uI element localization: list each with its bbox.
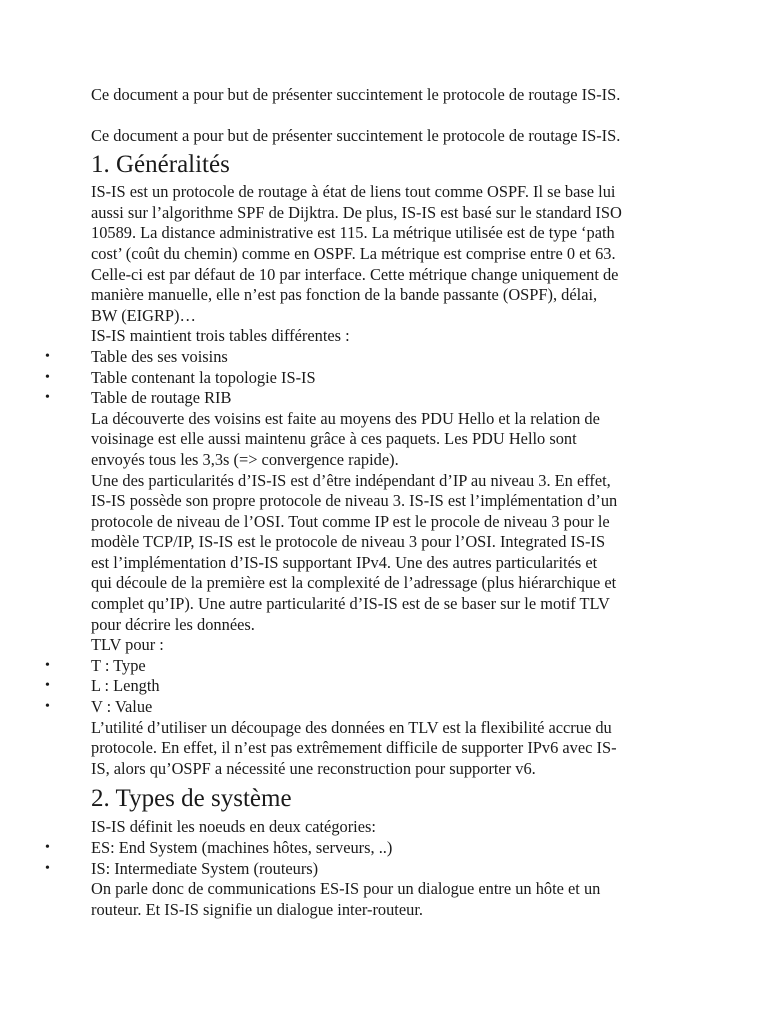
list-item: • L : Length xyxy=(45,676,160,696)
section-1-paragraph-2: La découverte des voisins est faite au moyens des PDU Hello et la relation de voisinage est elle aussi maintenu grâce à ces paquets. Les PDU Hello sont envoyés tous les 3,3s (=> convergence rapide). xyxy=(91,408,600,469)
list-item: • Table contenant la topologie IS-IS xyxy=(45,367,316,387)
tables-list xyxy=(45,346,691,409)
section-2-paragraph-1: On parle donc de communications ES-IS pour un dialogue entre un hôte et un routeur. Et IS-IS signifie un dialogue inter-routeur. xyxy=(91,879,601,919)
node-types-list xyxy=(45,838,691,879)
tables-intro: IS-IS maintient trois tables différentes : xyxy=(91,326,350,346)
bullet-icon: • xyxy=(45,390,50,406)
intro-paragraph-1: Ce document a pour but de présenter succintement le protocole de routage IS-IS. xyxy=(91,85,621,104)
document-body xyxy=(45,85,691,920)
list-item: • Table des ses voisins xyxy=(45,346,228,366)
bullet-icon: • xyxy=(45,348,50,364)
section-1-paragraph-3: Une des particularités d’IS-IS est d’être indépendant d’IP au niveau 3. En effet, IS-IS possède son propre protocole de niveau 3. IS-IS est l’implémentation d’un protocole de niveau de l’OSI. Tout comme IP est le procole de niveau 3 pour le modèle TCP/IP, IS-IS est le protocole de niveau 3 pour l’OSI. Integrated IS-IS est l’implémentation d’IS-IS supportant IPv4. Une des autres particularités et qui découle de la première est la complexité de l’adressage (plus hiérarchique et complet qu’IP). Une autre particularité d’IS-IS est de se baser sur le motif TLV pour décrire les données. xyxy=(91,470,618,634)
list-item: • V : Value xyxy=(45,697,153,717)
section-2-intro: IS-IS définit les noeuds en deux catégories: xyxy=(91,817,376,837)
bullet-icon: • xyxy=(45,369,50,385)
bullet-icon: • xyxy=(45,699,50,715)
intro-paragraph-2: Ce document a pour but de présenter succintement le protocole de routage IS-IS. xyxy=(91,125,621,145)
list-item: • T : Type xyxy=(45,655,146,675)
section-2-heading: 2. Types de système xyxy=(91,785,292,813)
bullet-icon: • xyxy=(45,678,50,694)
section-1-paragraph-4: L’utilité d’utiliser un découpage des données en TLV est la flexibilité accrue du protocole. En effet, il n’est pas extrêmement difficile de supporter IPv6 avec IS- IS, alors qu’OSPF a nécessité une reconstruction pour supporter v6. xyxy=(91,717,617,778)
tlv-list xyxy=(45,655,691,718)
section-1-paragraph-1: IS-IS est un protocole de routage à état de liens tout comme OSPF. Il se base lui aussi sur l’algorithme SPF de Dijktra. De plus, IS-IS est basé sur le standard ISO 10589. La distance administrative est 115. La métrique utilisée est de type ‘path cost’ (coût du chemin) comme en OSPF. La métrique est comprise entre 0 et 63. Celle-ci est par défaut de 10 par interface. Cette métrique change uniquement de manière manuelle, elle n’est pas fonction de la bande passante (OSPF), délai, BW (EIGRP)… xyxy=(91,182,622,325)
list-item: • Table de routage RIB xyxy=(45,388,232,408)
list-item: • ES: End System (machines hôtes, serveurs, ..) xyxy=(45,838,393,857)
list-item: • IS: Intermediate System (routeurs) xyxy=(45,858,319,878)
bullet-icon: • xyxy=(45,657,50,673)
tlv-intro: TLV pour : xyxy=(91,635,164,655)
bullet-icon: • xyxy=(45,840,50,855)
bullet-icon: • xyxy=(45,860,50,876)
section-1-heading: 1. Généralités xyxy=(91,151,230,179)
